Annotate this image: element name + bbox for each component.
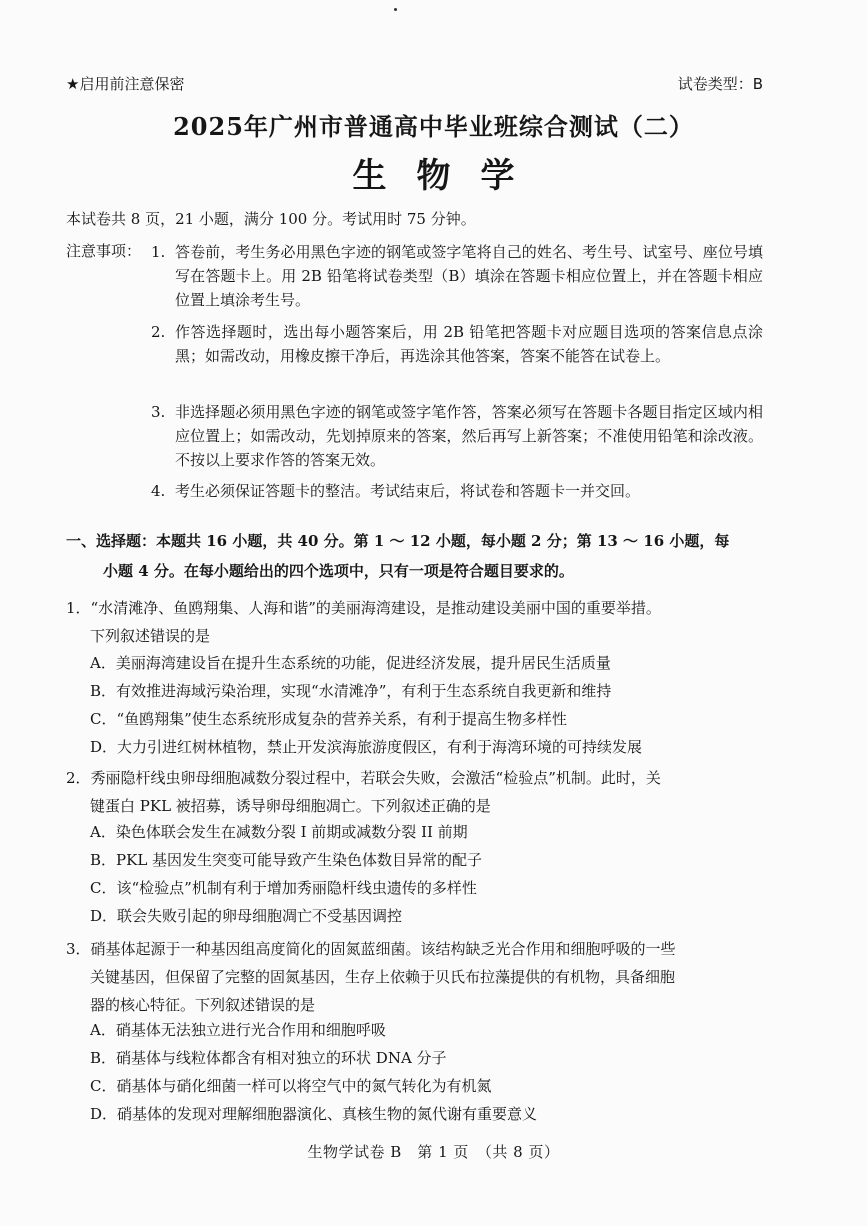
option-a: A．硝基体无法独立进行光合作用和细胞呼吸	[90, 1021, 386, 1039]
note-text: 答卷前，考生务必用黑色字迹的钢笔或签字笔将自己的姓名、考生号、试室号、座位号填写在答题卡上。用 2B 铅笔将试卷类型（B）填涂在答题卡相应位置上，并在答题卡相应位置上填涂考生号。	[175, 243, 763, 309]
note-number: 3.	[151, 403, 166, 421]
note-text: 考生必须保证答题卡的整洁。考试结束后，将试卷和答题卡一并交回。	[175, 482, 641, 500]
question-stem-line: 1．“水清滩净、鱼鸥翔集、人海和谐”的美丽海湾建设，是推动建设美丽中国的重要举措。	[66, 599, 661, 617]
note-number: 4.	[151, 482, 166, 500]
option-a: A．染色体联会发生在减数分裂 I 前期或减数分裂 II 前期	[90, 823, 468, 841]
option-b: B．硝基体与线粒体都含有相对独立的环状 DNA 分子	[90, 1049, 447, 1067]
note-item	[151, 240, 763, 312]
notes-label: 注意事项：	[66, 242, 142, 260]
question-stem-line: 下列叙述错误的是	[90, 627, 211, 645]
scan-dot	[394, 8, 397, 11]
note-item	[151, 479, 763, 503]
question-stem	[66, 764, 766, 820]
option-c: C．“鱼鸥翔集”使生态系统形成复杂的营养关系，有利于提高生物多样性	[90, 710, 567, 728]
exam-intro: 本试卷共 8 页，21 小题，满分 100 分。考试用时 75 分钟。	[66, 210, 476, 228]
note-number: 1.	[151, 243, 166, 261]
page-footer: 生物学试卷 B 第 1 页 （共 8 页）	[307, 1143, 560, 1161]
question-stem-line: 器的核心特征。下列叙述错误的是	[90, 996, 316, 1014]
paper-type: 试卷类型：B	[677, 75, 763, 93]
question-1	[66, 594, 766, 650]
option-d: D．联会失败引起的卵母细胞凋亡不受基因调控	[90, 907, 403, 925]
exam-title: 2025年广州市普通高中毕业班综合测试（二）	[173, 112, 694, 141]
note-text: 非选择题必须用黑色字迹的钢笔或签字笔作答，答案必须写在答题卡各题目指定区域内相应位置上；如需改动，先划掉原来的答案，然后再写上新答案；不准使用铅笔和涂改液。不按以上要求作答的答案无效。	[175, 403, 763, 469]
section-heading	[66, 526, 766, 586]
question-stem	[66, 935, 766, 1019]
question-3	[66, 935, 766, 1019]
question-stem-line: 关键基因，但保留了完整的固氮基因，生存上依赖于贝氏布拉藻提供的有机物，具备细胞	[90, 968, 676, 986]
confidential-notice: ★启用前注意保密	[66, 75, 185, 93]
question-stem-line: 3．硝基体起源于一种基因组高度简化的固氮蓝细菌。该结构缺乏光合作用和细胞呼吸的一些	[66, 940, 676, 958]
option-b: B．有效推进海域污染治理，实现“水清滩净”，有利于生态系统自我更新和维持	[90, 682, 612, 700]
note-number: 2.	[151, 323, 166, 341]
subject-title: 生物学	[352, 156, 545, 196]
option-d: D．大力引进红树林植物，禁止开发滨海旅游度假区，有利于海湾环境的可持续发展	[90, 738, 643, 756]
note-item	[151, 320, 763, 368]
note-item	[151, 400, 763, 472]
option-d: D．硝基体的发现对理解细胞器演化、真核生物的氮代谢有重要意义	[90, 1105, 538, 1123]
note-text: 作答选择题时，选出每小题答案后，用 2B 铅笔把答题卡对应题目选项的答案信息点涂黑；如需改动，用橡皮擦干净后，再选涂其他答案，答案不能答在试卷上。	[175, 323, 763, 365]
option-a: A．美丽海湾建设旨在提升生态系统的功能，促进经济发展，提升居民生活质量	[90, 654, 611, 672]
question-2	[66, 764, 766, 820]
option-c: C．硝基体与硝化细菌一样可以将空气中的氮气转化为有机氮	[90, 1077, 492, 1095]
question-stem-line: 2．秀丽隐杆线虫卵母细胞减数分裂过程中，若联会失败，会激活“检验点”机制。此时，关	[66, 769, 661, 787]
question-stem	[66, 594, 766, 650]
section-line-2: 小题 4 分。在每小题给出的四个选项中，只有一项是符合题目要求的。	[103, 562, 574, 580]
header-bar	[66, 73, 763, 95]
option-b: B．PKL 基因发生突变可能导致产生染色体数目异常的配子	[90, 851, 483, 869]
section-line-1: 一、选择题：本题共 16 小题，共 40 分。第 1 ～ 12 小题，每小题 2 分；第 13 ～ 16 小题，每	[66, 532, 730, 550]
question-stem-line: 键蛋白 PKL 被招募，诱导卵母细胞凋亡。下列叙述正确的是	[90, 797, 491, 815]
option-c: C．该“检验点”机制有利于增加秀丽隐杆线虫遗传的多样性	[90, 879, 477, 897]
